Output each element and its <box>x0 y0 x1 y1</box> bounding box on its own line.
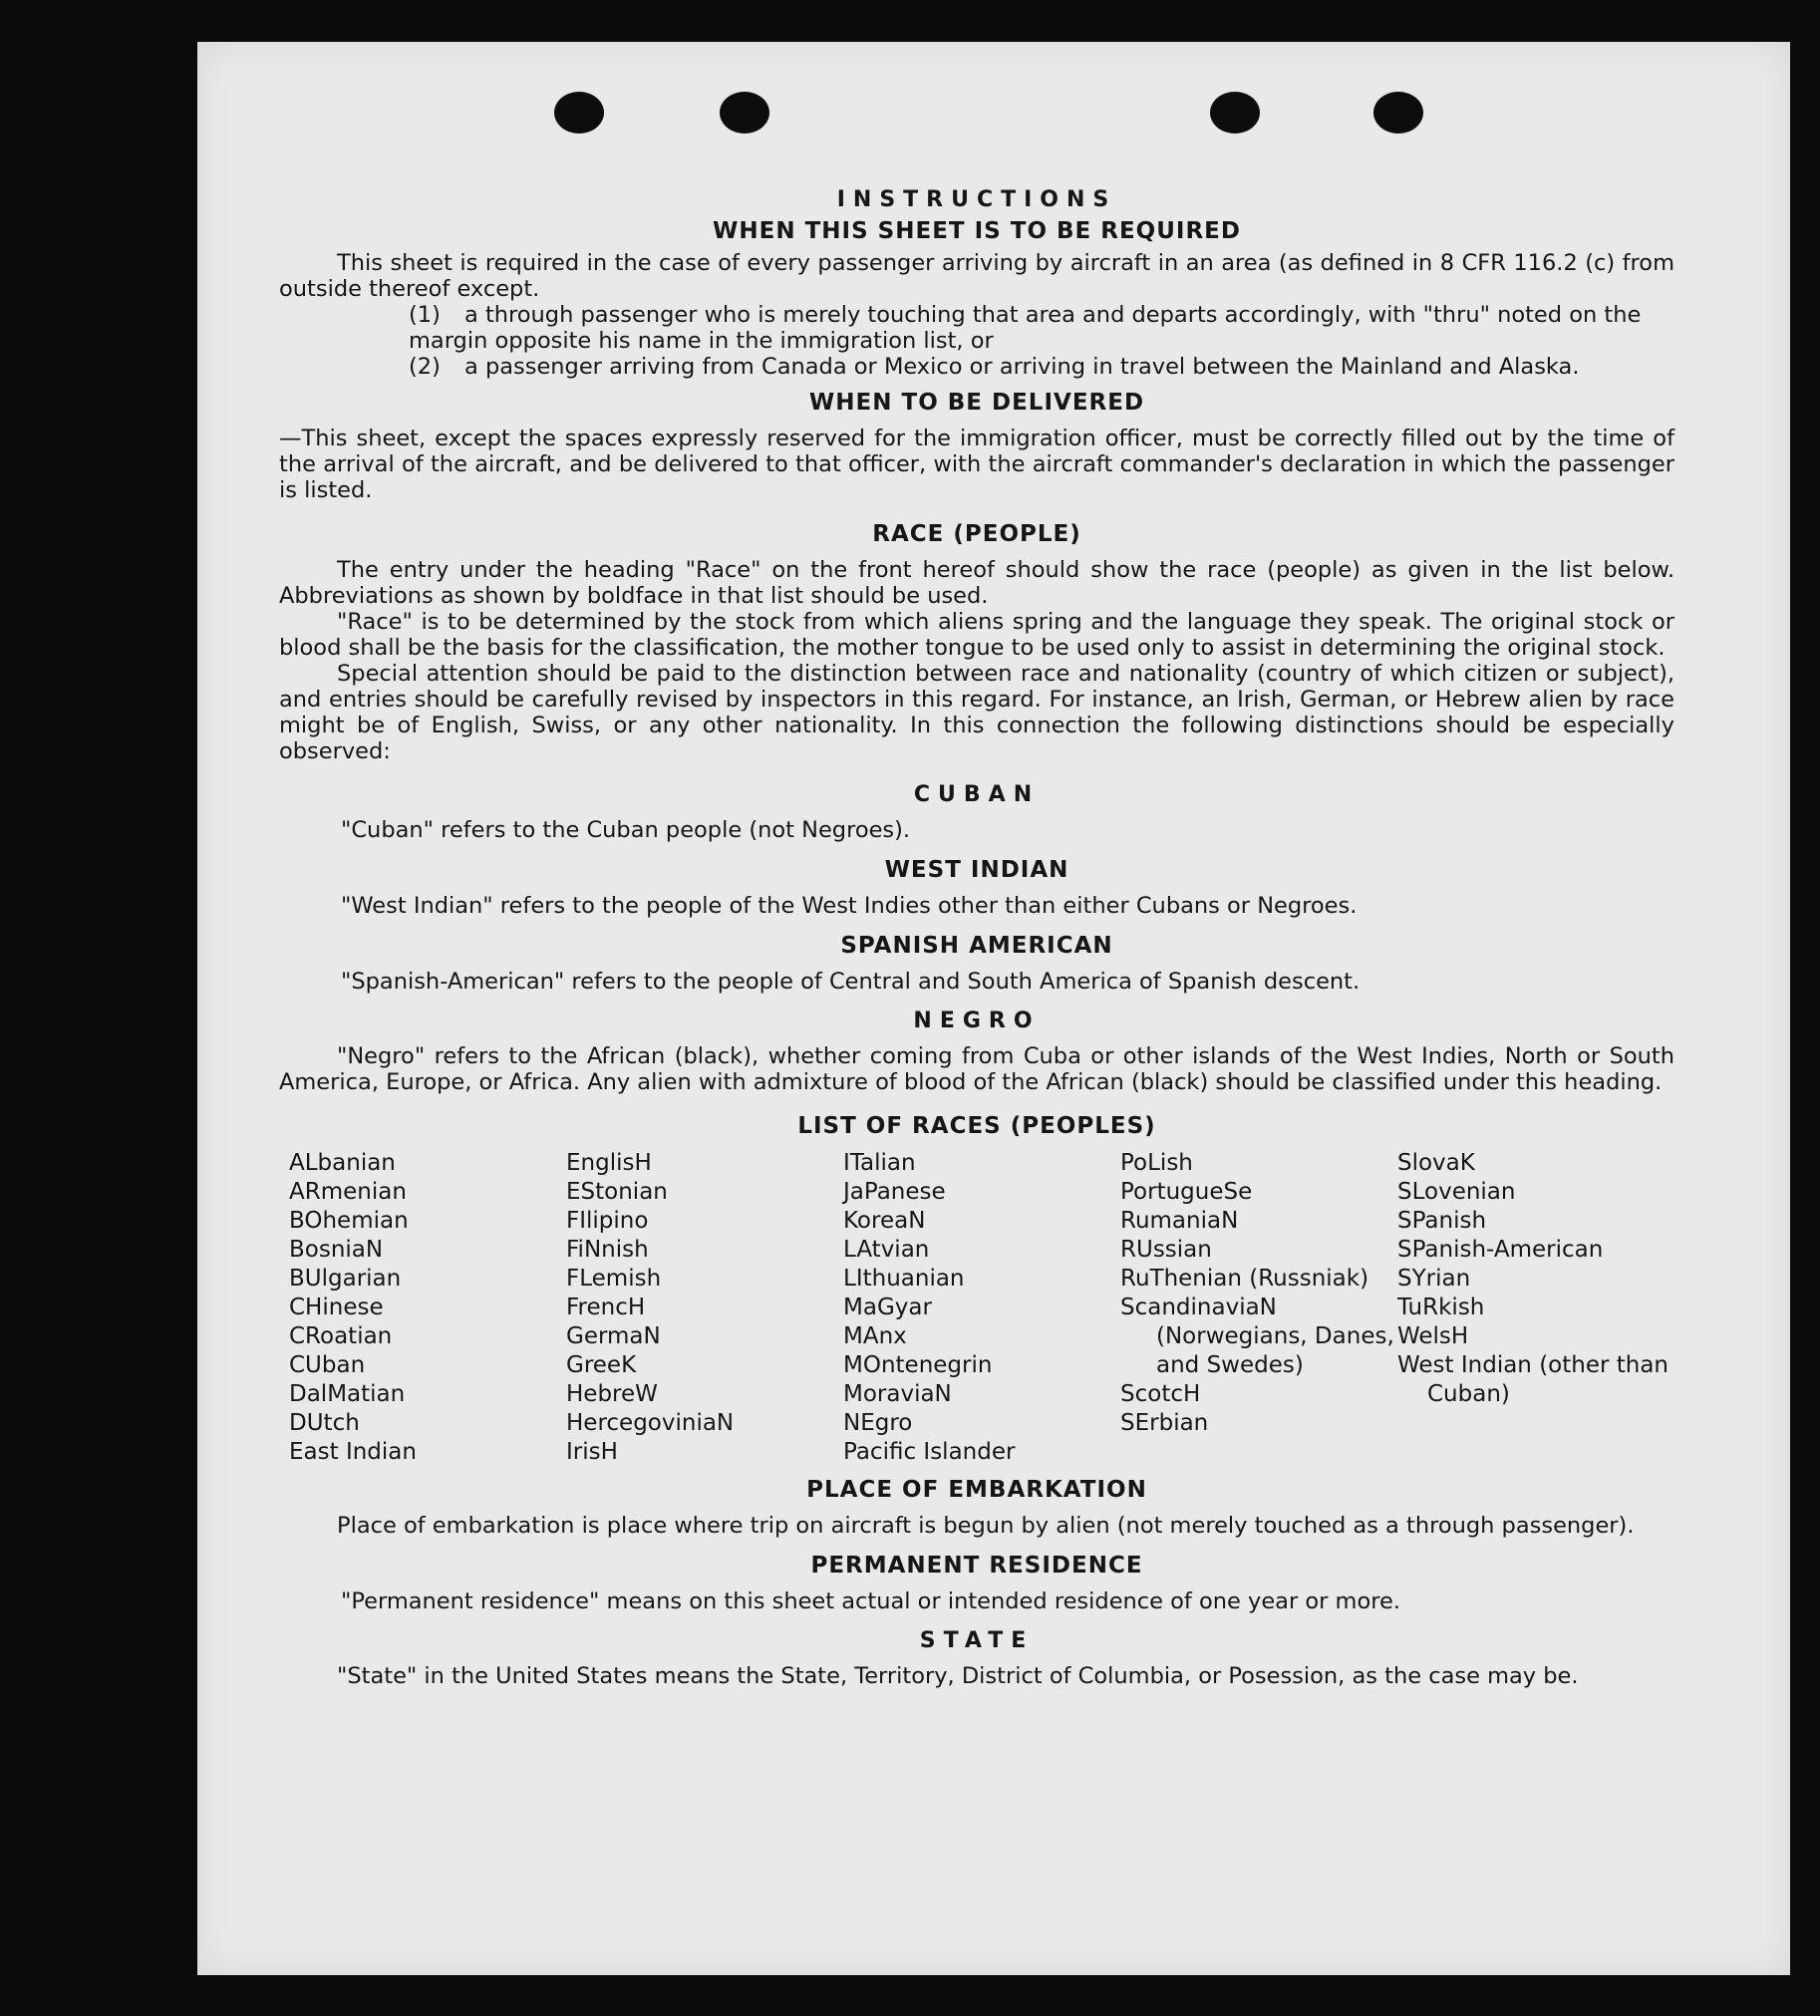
race-entry: IrisH <box>566 1439 618 1465</box>
race-entry: ARmenian <box>289 1179 407 1205</box>
race-entry-note: (Norwegians, Danes, and Swedes) <box>1156 1323 1394 1378</box>
punch-hole <box>554 92 604 134</box>
race-entry: BOhemian <box>289 1208 409 1234</box>
spanish-american-text: "Spanish-American" refers to the people of Central and South America of Spanish descent. <box>341 969 1361 995</box>
race-entry: ALbanian <box>289 1150 396 1176</box>
heading-spanish-american: SPANISH AMERICAN <box>840 933 1113 959</box>
heading-when-delivered: WHEN TO BE DELIVERED <box>808 390 1145 416</box>
heading-when-required: WHEN THIS SHEET IS TO BE REQUIRED <box>713 218 1241 244</box>
heading-permanent-residence: PERMANENT RESIDENCE <box>810 1553 1143 1579</box>
race-entry: FLemish <box>566 1266 662 1292</box>
race-entry: LIthuanian <box>843 1266 965 1292</box>
race-entry: DUtch <box>289 1410 360 1436</box>
punch-hole <box>720 92 769 134</box>
races-column-5 <box>1397 1149 1674 1467</box>
race-entry: FIlipino <box>566 1208 649 1234</box>
cuban-text: "Cuban" refers to the Cuban people (not Negroes). <box>341 817 911 843</box>
punch-hole <box>1210 92 1260 134</box>
race-entry: LAtvian <box>843 1237 930 1263</box>
document-body <box>279 187 1674 1689</box>
races-list <box>289 1149 1674 1467</box>
race-entry: East Indian <box>289 1439 417 1465</box>
heading-race: RACE (PEOPLE) <box>872 521 1081 547</box>
west-indian-text: "West Indian" refers to the people of the West Indies other than either Cubans or Negroes. <box>341 893 1358 919</box>
exception-item <box>279 354 1674 380</box>
punch-hole <box>1373 92 1423 134</box>
race-entry: KoreaN <box>843 1208 926 1234</box>
heading-list-of-races: LIST OF RACES (PEOPLES) <box>797 1113 1156 1139</box>
race-entry: SPanish-American <box>1397 1237 1604 1263</box>
race-entry: CUban <box>289 1352 366 1378</box>
race-entry: SPanish <box>1397 1208 1487 1234</box>
embarkation-text: Place of embarkation is place where trip on aircraft is begun by alien (not merely touched as a through passenger). <box>337 1513 1635 1539</box>
race-entry: RuThenian (Russniak) <box>1120 1266 1369 1292</box>
race-entry: West Indian (other than Cuban) <box>1397 1352 1669 1407</box>
race-entry: BosniaN <box>289 1237 384 1263</box>
race-entry: JaPanese <box>843 1179 946 1205</box>
race-entry: HebreW <box>566 1381 658 1407</box>
race-entry: FrencH <box>566 1295 646 1320</box>
page-title: INSTRUCTIONS <box>836 187 1117 212</box>
race-entry: EnglisH <box>566 1150 652 1176</box>
exception-text: a through passenger who is merely touching that area and departs accordingly, with "thru" noted on the margin opposite his name in the immigration list, or <box>409 302 1642 354</box>
exception-item <box>279 302 1674 354</box>
heading-embarkation: PLACE OF EMBARKATION <box>806 1477 1147 1503</box>
race-entry: MOntenegrin <box>843 1352 993 1378</box>
delivery-text: —This sheet, except the spaces expressly reserved for the immigration officer, must be correctly filled out by the time of the arrival of the aircraft, and be delivered to that officer, with the aircraft commander's declaration in which the passenger is listed. <box>279 426 1674 503</box>
races-column-2 <box>566 1149 843 1467</box>
race-entry: RUssian <box>1120 1237 1212 1263</box>
race-entry: RumaniaN <box>1120 1208 1239 1234</box>
exception-text: a passenger arriving from Canada or Mexico or arriving in travel between the Mainland and Alaska. <box>464 354 1580 380</box>
race-entry: MAnx <box>843 1323 907 1349</box>
race-entry: BUlgarian <box>289 1266 402 1292</box>
races-column-3 <box>843 1149 1120 1467</box>
race-entry: SErbian <box>1120 1410 1209 1436</box>
race-entry: ScotcH <box>1120 1381 1201 1407</box>
heading-west-indian: WEST INDIAN <box>884 857 1069 883</box>
race-entry: Pacific Islander <box>843 1439 1016 1465</box>
race-entry: MoraviaN <box>843 1381 952 1407</box>
race-paragraph-2: "Race" is to be determined by the stock from which aliens spring and the language they speak. The original stock or blood shall be the basis for the classification, the mother tongue to be used only to assist in determining the original stock. <box>279 609 1674 661</box>
race-entry: PortugueSe <box>1120 1179 1253 1205</box>
race-paragraph-3: Special attention should be paid to the distinction between race and nationality (country of which citizen or subject), and entries should be carefully revised by inspectors in this regard. For instance, an Irish, German, or Hebrew alien by race might be of English, Swiss, or any other nationality. In this connection the following distinctions should be especially observed: <box>279 661 1674 764</box>
races-column-4 <box>1120 1149 1397 1467</box>
state-text: "State" in the United States means the State, Territory, District of Columbia, or Posession, as the case may be. <box>337 1663 1579 1689</box>
exception-number: (1) <box>409 302 441 328</box>
races-column-1 <box>289 1149 566 1467</box>
race-entry: WelsH <box>1397 1323 1469 1349</box>
heading-negro: NEGRO <box>913 1008 1041 1033</box>
race-entry: CHinese <box>289 1295 384 1320</box>
race-entry: ITalian <box>843 1150 916 1176</box>
race-entry: GermaN <box>566 1323 661 1349</box>
heading-state: STATE <box>919 1628 1035 1653</box>
negro-text: "Negro" refers to the African (black), whether coming from Cuba or other islands of the West Indies, North or South America, Europe, or Africa. Any alien with admixture of blood of the African (black) should be classified under this heading. <box>279 1043 1674 1095</box>
race-entry: GreeK <box>566 1352 637 1378</box>
race-entry: HercegoviniaN <box>566 1410 735 1436</box>
race-entry: SYrian <box>1397 1266 1471 1292</box>
exception-number: (2) <box>409 354 441 380</box>
required-intro: This sheet is required in the case of every passenger arriving by aircraft in an area (as defined in 8 CFR 116.2 (c) from outside thereof except. <box>279 250 1674 302</box>
instruction-sheet <box>197 42 1790 1975</box>
race-entry: DalMatian <box>289 1381 406 1407</box>
race-entry: EStonian <box>566 1179 668 1205</box>
race-entry: FiNnish <box>566 1237 649 1263</box>
race-entry: TuRkish <box>1397 1295 1485 1320</box>
residence-text: "Permanent residence" means on this sheet actual or intended residence of one year or more. <box>341 1588 1400 1614</box>
race-entry: CRoatian <box>289 1323 393 1349</box>
heading-cuban: CUBAN <box>913 782 1041 807</box>
race-entry: PoLish <box>1120 1150 1193 1176</box>
race-paragraph-1: The entry under the heading "Race" on the front hereof should show the race (people) as given in the list below. Abbreviations as shown by boldface in that list should be used. <box>279 557 1674 609</box>
race-entry: NEgro <box>843 1410 913 1436</box>
race-entry: SLovenian <box>1397 1179 1516 1205</box>
race-entry: SlovaK <box>1397 1150 1475 1176</box>
race-entry: MaGyar <box>843 1295 932 1320</box>
race-entry: ScandinaviaN <box>1120 1295 1277 1320</box>
